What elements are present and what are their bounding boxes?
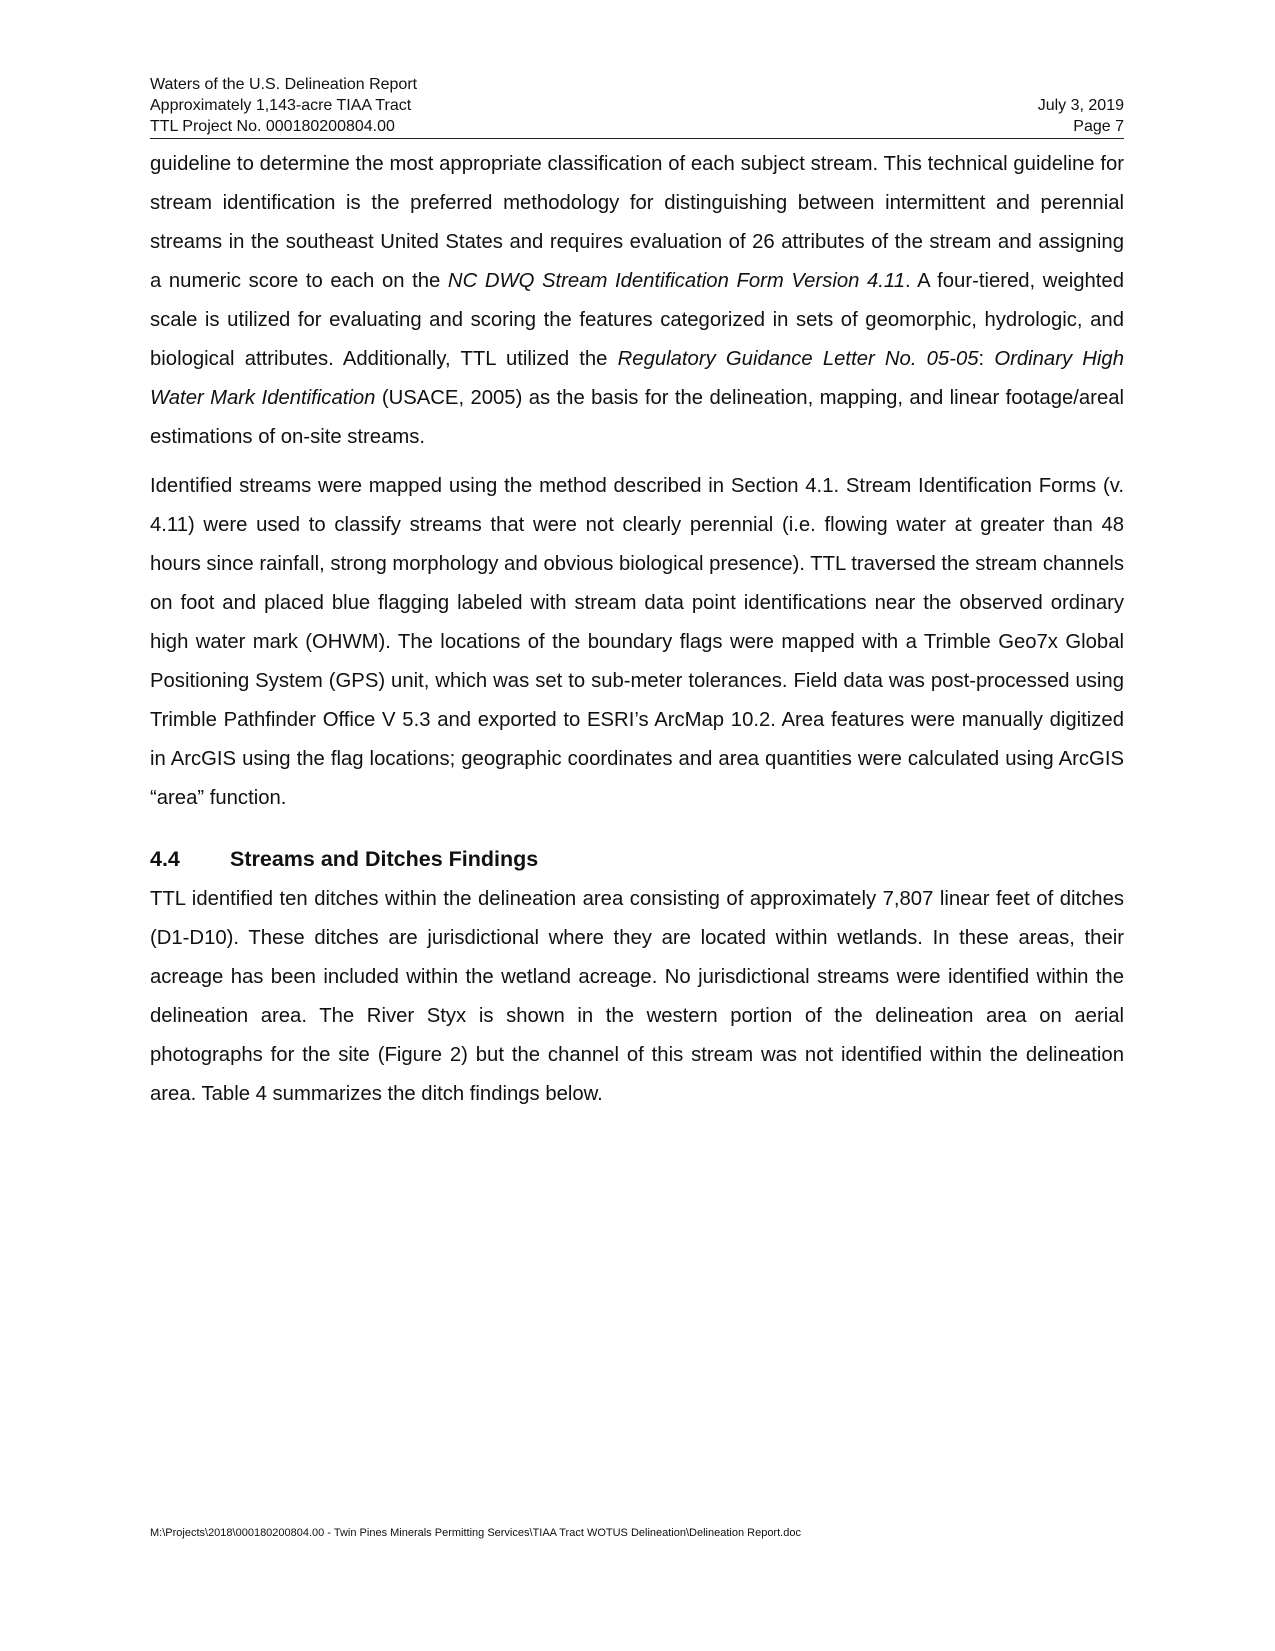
paragraph-ditch-findings: TTL identified ten ditches within the delineation area consisting of approximately 7,807 linear feet of ditches (D1-D10). These ditches are jurisdictional where they are located within wetlands. In these areas, their acreage has been included within the wetland acreage. No jurisdictional streams were identified within the delineation area. The River Styx is shown in the western portion of the delineation area on aerial photographs for the site (Figure 2) but the channel of this stream was not identified within the delineation area. Table 4 summarizes the ditch findings below. bbox=[150, 888, 1124, 1105]
form-title-italic: NC DWQ Stream Identification Form Version 4.11 bbox=[447, 270, 905, 292]
page-number: Page 7 bbox=[1073, 118, 1124, 135]
section-title: Streams and Ditches Findings bbox=[230, 847, 539, 871]
guidance-letter-italic: Regulatory Guidance Letter No. 05-05 bbox=[617, 348, 979, 370]
report-date: July 3, 2019 bbox=[1037, 97, 1124, 114]
paragraph-stream-mapping: Identified streams were mapped using the method described in Section 4.1. Stream Identification Forms (v. 4.11) were used to classify streams that were not clearly perennial (i.e. flowing water at greater than 48 hours since rainfall, strong morphology and obvious biological presence). TTL traversed the stream channels on foot and placed blue flagging labeled with stream data point identifications near the observed ordinary high water mark (OHWM). The locations of the boundary flags were mapped with a Trimble Geo7x Global Positioning System (GPS) unit, which was set to sub-meter tolerances. Field data was post-processed using Trimble Pathfinder Office V 5.3 and exported to ESRI’s ArcMap 10.2. Area features were manually digitized in ArcGIS using the flag locations; geographic coordinates and area quantities were calculated using ArcGIS “area” function. bbox=[150, 475, 1125, 809]
report-title: Waters of the U.S. Delineation Report bbox=[150, 76, 418, 93]
paragraph-text: . A four-tiered, weighted scale is utilized for evaluating and scoring the features categorized in sets of geomorphic, hydrologic, and biological attributes. Additionally, TTL utilized the bbox=[150, 270, 1124, 370]
paragraph-text: (USACE, 2005) as the basis for the delineation, mapping, and linear footage/areal estimations of on-site streams. bbox=[150, 387, 1125, 448]
paragraph-stream-classification bbox=[150, 145, 1124, 457]
header-row-2 bbox=[150, 95, 1124, 116]
section-number: 4.4 bbox=[150, 847, 180, 871]
project-number: TTL Project No. 000180200804.00 bbox=[150, 118, 395, 135]
paragraph-text: : bbox=[978, 348, 995, 370]
page-content bbox=[150, 145, 1124, 1114]
section-heading bbox=[150, 842, 1124, 876]
tract-name: Approximately 1,143-acre TIAA Tract bbox=[150, 97, 412, 114]
file-path-footer: M:\Projects\2018\000180200804.00 - Twin Pines Minerals Permitting Services\TIAA Tract WOTUS Delineation\Delineation Report.doc bbox=[150, 1527, 801, 1539]
page-header bbox=[150, 74, 1124, 139]
ohwm-title-italic: Ordinary High Water Mark Identification bbox=[150, 348, 1124, 409]
paragraph-text: guideline to determine the most appropriate classification of each subject stream. This technical guideline for stream identification is the preferred methodology for distinguishing between intermittent and perennial streams in the southeast United States and requires evaluation of 26 attributes of the stream and assigning a numeric score to each on the bbox=[150, 153, 1124, 292]
header-row-3 bbox=[150, 116, 1124, 137]
header-row-1 bbox=[150, 74, 1124, 95]
